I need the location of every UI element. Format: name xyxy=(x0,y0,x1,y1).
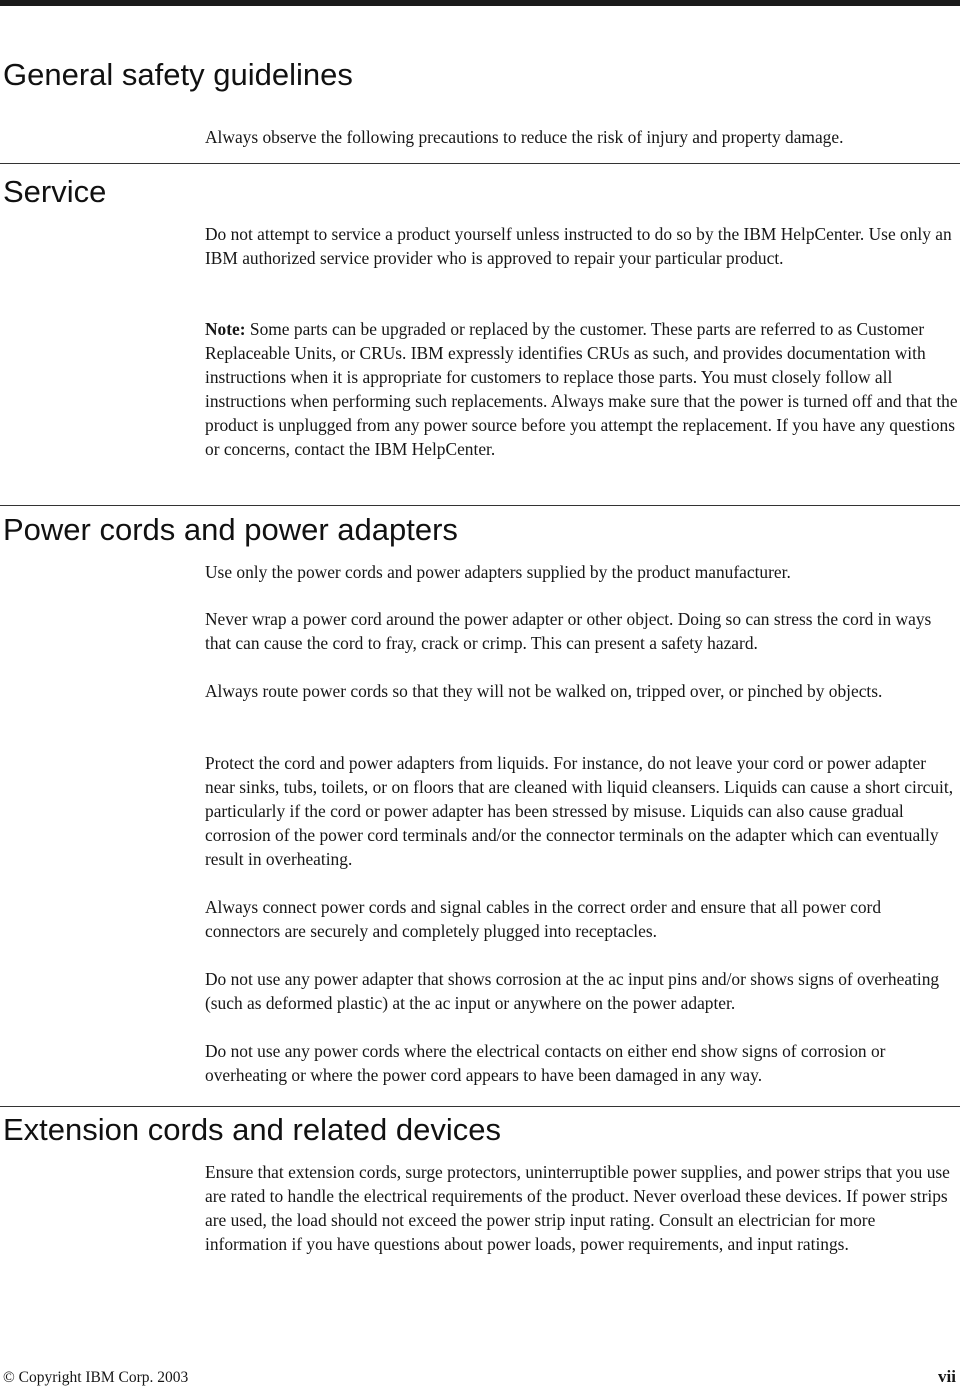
power-paragraph-7: Do not use any power cords where the electrical contacts on either end show signs of corrosion or overheating or where the power cord appears to have been damaged in any way. xyxy=(205,1041,886,1085)
extension-heading: Extension cords and related devices xyxy=(3,1112,502,1147)
power-paragraph-2: Never wrap a power cord around the power adapter or other object. Doing so can stress the cord in ways that can cause the cord to fray, crack or crimp. This can present a safety hazard. xyxy=(205,609,932,653)
service-note xyxy=(205,317,959,461)
power-paragraph-4: Protect the cord and power adapters from liquids. For instance, do not leave your cord or power adapter near sinks, tubs, toilets, or on floors that are cleaned with liquid cleansers. Liquids can cause a short circuit, particularly if the cord or power adapter has been stressed by misuse. Liquids can also cause gradual corrosion of the power cord terminals and/or the connector terminals on the adapter which can eventually result in overheating. xyxy=(205,753,954,869)
page-title: General safety guidelines xyxy=(3,57,353,92)
copyright-footer: © Copyright IBM Corp. 2003 xyxy=(3,1369,189,1386)
service-paragraph: Do not attempt to service a product yourself unless instructed to do so by the IBM HelpCenter. Use only an IBM authorized service provider who is approved to repair your particular product. xyxy=(205,224,952,268)
power-paragraph-1: Use only the power cords and power adapters supplied by the product manufacturer. xyxy=(205,562,791,582)
extension-paragraph: Ensure that extension cords, surge protectors, uninterruptible power supplies, and power strips that you use are rated to handle the electrical requirements of the product. Never overload these devices. If power strips are used, the load should not exceed the power strip input rating. Consult an electrician for more information if you have questions about power loads, power requirements, and input ratings. xyxy=(205,1162,950,1254)
service-heading-rule xyxy=(0,163,960,164)
power-paragraph-6: Do not use any power adapter that shows corrosion at the ac input pins and/or shows signs of overheating (such as deformed plastic) at the ac input or anywhere on the power adapter. xyxy=(205,969,940,1013)
power-paragraph-5: Always connect power cords and signal cables in the correct order and ensure that all power cord connectors are securely and completely plugged into receptacles. xyxy=(205,897,882,941)
extension-heading-rule xyxy=(0,1106,960,1107)
power-heading-rule xyxy=(0,505,960,506)
note-text: Some parts can be upgraded or replaced by the customer. These parts are referred to as Customer Replaceable Units, or CRUs. IBM expressly identifies CRUs as such, and provides documentation with instructions when it is appropriate for customers to replace those parts. You must closely follow all instructions when performing such replacements. Always make sure that the power is turned off and that the product is unplugged from any power source before you attempt the replacement. If you have any questions or concerns, contact the IBM HelpCenter. xyxy=(205,319,958,459)
page-number: vii xyxy=(938,1367,956,1386)
intro-paragraph: Always observe the following precautions to reduce the risk of injury and property damage. xyxy=(205,127,844,147)
top-rule xyxy=(0,0,960,6)
power-heading: Power cords and power adapters xyxy=(3,512,458,547)
power-paragraph-3: Always route power cords so that they will not be walked on, tripped over, or pinched by objects. xyxy=(205,681,883,701)
note-label: Note: xyxy=(205,319,246,339)
service-heading: Service xyxy=(3,174,107,209)
